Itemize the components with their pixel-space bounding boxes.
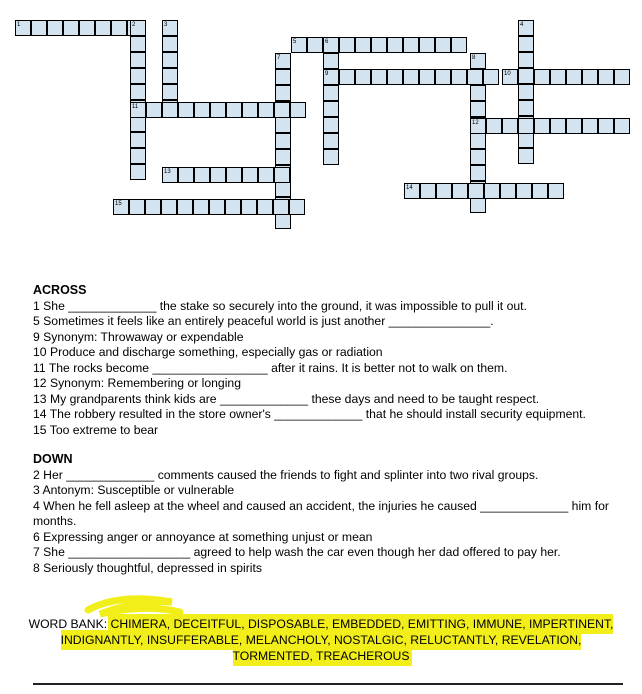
grid-cell[interactable] — [275, 69, 291, 85]
grid-cell[interactable] — [178, 102, 194, 118]
grid-cell[interactable] — [436, 183, 452, 199]
grid-cell[interactable] — [111, 20, 127, 36]
clue-down-6: 6 Expressing anger or annoyance at something unjust or mean — [33, 529, 373, 544]
across-heading: ACROSS — [33, 283, 87, 297]
grid-cell[interactable] — [162, 36, 178, 52]
grid-cell[interactable] — [470, 85, 486, 101]
grid-cell[interactable] — [323, 101, 339, 117]
grid-cell[interactable] — [289, 199, 305, 215]
grid-cell[interactable] — [210, 102, 226, 118]
grid-cell[interactable] — [518, 20, 534, 36]
clue-across-9: 9 Synonym: Throwaway or expendable — [33, 329, 244, 344]
grid-cell[interactable] — [275, 85, 291, 101]
grid-cell[interactable] — [323, 69, 339, 85]
clue-number: 7 — [277, 55, 281, 61]
grid-cell[interactable] — [518, 100, 534, 116]
clue-number: 12 — [472, 120, 479, 126]
grid-cell[interactable] — [550, 118, 566, 134]
grid-cell[interactable] — [79, 20, 95, 36]
grid-cell[interactable] — [566, 118, 582, 134]
bottom-divider — [33, 683, 623, 685]
grid-cell[interactable] — [470, 101, 486, 117]
clue-list — [33, 283, 623, 576]
grid-cell[interactable] — [614, 118, 630, 134]
grid-cell[interactable] — [113, 199, 129, 215]
grid-cell[interactable] — [162, 167, 178, 183]
grid-cell[interactable] — [275, 133, 291, 149]
grid-cell[interactable] — [193, 199, 209, 215]
grid-cell[interactable] — [210, 167, 226, 183]
grid-cell[interactable] — [452, 183, 468, 199]
grid-cell[interactable] — [130, 68, 146, 84]
clue-across-10: 10 Produce and discharge something, especially gas or radiation — [33, 345, 383, 359]
grid-cell[interactable] — [339, 37, 355, 53]
grid-cell[interactable] — [548, 183, 564, 199]
grid-cell[interactable] — [355, 37, 371, 53]
grid-cell[interactable] — [194, 167, 210, 183]
grid-cell[interactable] — [226, 167, 242, 183]
grid-cell[interactable] — [129, 199, 145, 215]
clue-across-1: 1 She _____________ the stake so securely into the ground, it was impossible to pull it out. — [33, 298, 527, 313]
grid-cell[interactable] — [518, 52, 534, 68]
grid-cell[interactable] — [63, 20, 79, 36]
grid-cell[interactable] — [130, 84, 146, 100]
grid-cell[interactable] — [242, 102, 258, 118]
grid-cell[interactable] — [470, 53, 486, 69]
crossword-grid — [0, 0, 642, 240]
grid-cell[interactable] — [550, 69, 566, 85]
clue-across-13: 13 My grandparents think kids are _____________ these days and need to be taught respect. — [33, 391, 540, 406]
grid-cell[interactable] — [226, 102, 242, 118]
clue-down-8: 8 Seriously thoughtful, depressed in spirits — [33, 560, 262, 575]
grid-cell[interactable] — [307, 37, 323, 53]
clue-number: 4 — [520, 22, 524, 28]
grid-cell[interactable] — [274, 167, 290, 183]
word-bank-words: CHIMERA, DECEITFUL, DISPOSABLE, EMBEDDED, EMITTING, IMMUNE, IMPERTINENT, INDIGNANTLY, INSUFFERABLE, MELANCHOLY, NOSTALGIC, RELUCTANTLY, REVELATION, TORMENTED, TREACHEROUS — [60, 617, 614, 663]
grid-cell[interactable] — [470, 118, 486, 134]
grid-cell[interactable] — [403, 69, 419, 85]
grid-cell[interactable] — [177, 199, 193, 215]
grid-cell[interactable] — [404, 183, 420, 199]
grid-cell[interactable] — [451, 37, 467, 53]
grid-cell[interactable] — [598, 118, 614, 134]
grid-cell[interactable] — [178, 167, 194, 183]
grid-cell[interactable] — [502, 118, 518, 134]
grid-cell[interactable] — [194, 102, 210, 118]
grid-cell[interactable] — [518, 36, 534, 52]
grid-cell[interactable] — [502, 69, 518, 85]
grid-cell[interactable] — [468, 183, 484, 199]
grid-cell[interactable] — [130, 20, 146, 36]
grid-cell[interactable] — [290, 102, 306, 118]
grid-cell[interactable] — [275, 117, 291, 133]
grid-cell[interactable] — [162, 20, 178, 36]
grid-cell[interactable] — [145, 199, 161, 215]
grid-cell[interactable] — [420, 183, 436, 199]
clue-number: 2 — [132, 22, 136, 28]
grid-cell[interactable] — [323, 133, 339, 149]
grid-cell[interactable] — [323, 149, 339, 165]
clue-down-4: 4 When he fell asleep at the wheel and caused an accident, the injuries he caused _____________ him for months. — [33, 498, 609, 528]
grid-cell[interactable] — [47, 20, 63, 36]
grid-cell[interactable] — [275, 53, 291, 69]
grid-cell[interactable] — [387, 37, 403, 53]
grid-cell[interactable] — [130, 164, 146, 180]
grid-cell[interactable] — [532, 183, 548, 199]
grid-cell[interactable] — [371, 37, 387, 53]
grid-cell[interactable] — [419, 69, 435, 85]
grid-cell[interactable] — [274, 102, 290, 118]
grid-cell[interactable] — [534, 69, 550, 85]
grid-cell[interactable] — [534, 118, 550, 134]
clue-down-7: 7 She __________________ agreed to help wash the car even though her dad offered to pay her. — [33, 545, 561, 559]
grid-cell[interactable] — [387, 69, 403, 85]
grid-cell[interactable] — [258, 167, 274, 183]
grid-cell[interactable] — [371, 69, 387, 85]
grid-cell[interactable] — [242, 167, 258, 183]
grid-cell[interactable] — [451, 69, 467, 85]
grid-cell[interactable] — [486, 118, 502, 134]
grid-cell[interactable] — [323, 53, 339, 69]
clue-across-15: 15 Too extreme to bear — [33, 422, 159, 437]
grid-cell[interactable] — [403, 37, 419, 53]
clue-number: 3 — [164, 22, 168, 28]
clue-number: 5 — [293, 39, 297, 45]
grid-cell[interactable] — [162, 102, 178, 118]
grid-cell[interactable] — [257, 199, 273, 215]
grid-cell[interactable] — [323, 117, 339, 133]
grid-cell[interactable] — [435, 37, 451, 53]
clue-down-3: 3 Antonym: Susceptible or vulnerable — [33, 483, 235, 497]
grid-cell[interactable] — [275, 213, 291, 229]
grid-cell[interactable] — [258, 102, 274, 118]
grid-cell[interactable] — [291, 37, 307, 53]
grid-cell[interactable] — [275, 149, 291, 165]
grid-cell[interactable] — [130, 36, 146, 52]
clue-number: 15 — [115, 201, 122, 207]
grid-cell[interactable] — [518, 148, 534, 164]
grid-cell[interactable] — [518, 68, 534, 84]
grid-cell[interactable] — [31, 20, 47, 36]
clue-across-11: 11 The rocks become _________________ after it rains. It is better not to walk on them. — [33, 360, 508, 375]
word-bank — [22, 616, 620, 664]
clue-number: 13 — [164, 169, 171, 175]
grid-cell[interactable] — [518, 118, 534, 134]
clue-number: 6 — [325, 39, 329, 45]
clue-number: 11 — [132, 104, 139, 110]
grid-cell[interactable] — [470, 149, 486, 165]
grid-cell[interactable] — [273, 199, 289, 215]
clue-number: 10 — [504, 71, 511, 77]
grid-cell[interactable] — [130, 116, 146, 132]
clue-number: 1 — [17, 22, 21, 28]
grid-cell[interactable] — [130, 52, 146, 68]
clue-across-12: 12 Synonym: Remembering or longing — [33, 376, 241, 390]
clue-number: 8 — [472, 55, 476, 61]
grid-cell[interactable] — [15, 20, 31, 36]
grid-cell[interactable] — [339, 69, 355, 85]
grid-cell[interactable] — [470, 133, 486, 149]
grid-cell[interactable] — [323, 85, 339, 101]
grid-cell[interactable] — [146, 102, 162, 118]
clue-number: 14 — [406, 185, 413, 191]
grid-cell[interactable] — [355, 69, 371, 85]
grid-cell[interactable] — [95, 20, 111, 36]
grid-cell[interactable] — [518, 132, 534, 148]
grid-cell[interactable] — [598, 69, 614, 85]
grid-cell[interactable] — [467, 69, 483, 85]
grid-cell[interactable] — [516, 183, 532, 199]
grid-cell[interactable] — [500, 183, 516, 199]
grid-cell[interactable] — [225, 199, 241, 215]
clue-down-2: 2 Her _____________ comments caused the friends to fight and splinter into two rival groups. — [33, 467, 539, 482]
grid-cell[interactable] — [130, 132, 146, 148]
grid-cell[interactable] — [241, 199, 257, 215]
grid-cell[interactable] — [209, 199, 225, 215]
grid-cell[interactable] — [566, 69, 582, 85]
grid-cell[interactable] — [275, 181, 291, 197]
down-heading: DOWN — [33, 452, 73, 466]
grid-cell[interactable] — [484, 183, 500, 199]
clue-number: 9 — [325, 71, 329, 77]
grid-cell[interactable] — [582, 69, 598, 85]
grid-cell[interactable] — [162, 84, 178, 100]
grid-cell[interactable] — [130, 148, 146, 164]
grid-cell[interactable] — [435, 69, 451, 85]
grid-cell[interactable] — [130, 102, 146, 118]
grid-cell[interactable] — [161, 199, 177, 215]
clue-across-5: 5 Sometimes it feels like an entirely peaceful world is just another _______________. — [33, 314, 494, 328]
grid-cell[interactable] — [162, 52, 178, 68]
grid-cell[interactable] — [162, 68, 178, 84]
grid-cell[interactable] — [518, 84, 534, 100]
grid-cell[interactable] — [614, 69, 630, 85]
clue-across-14: 14 The robbery resulted in the store owner's _____________ that he should install security equipment. — [33, 407, 586, 421]
grid-cell[interactable] — [470, 197, 486, 213]
grid-cell[interactable] — [419, 37, 435, 53]
grid-cell[interactable] — [470, 165, 486, 181]
grid-cell[interactable] — [483, 69, 499, 85]
word-bank-label: WORD BANK: — [28, 617, 108, 631]
grid-cell[interactable] — [582, 118, 598, 134]
grid-cell[interactable] — [323, 37, 339, 53]
